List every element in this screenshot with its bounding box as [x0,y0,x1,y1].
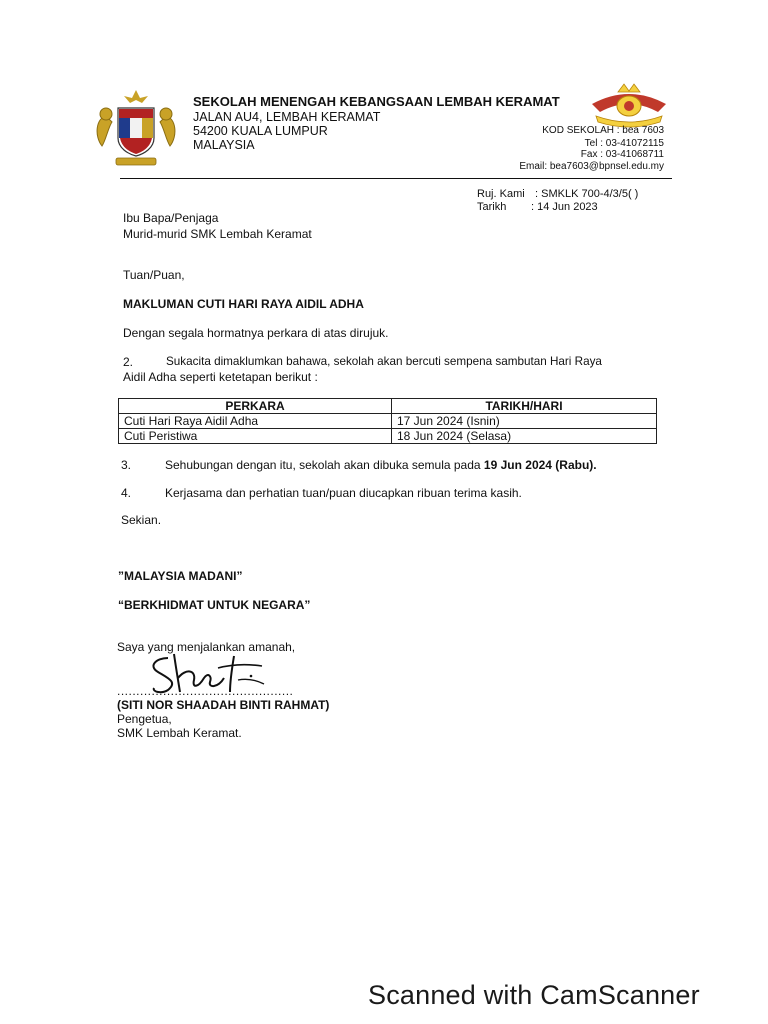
paragraph-4-number: 4. [121,486,132,500]
camscanner-watermark: Scanned with CamScanner [368,980,700,1010]
signature-intro: Saya yang menjalankan amanah, [117,640,296,654]
table-cell-tarikh: 18 Jun 2024 (Selasa) [392,429,657,444]
recipient-line-1: Ibu Bapa/Penjaga [123,211,219,225]
paragraph-1: Dengan segala hormatnya perkara di atas dirujuk. [123,326,389,340]
address-line-3: MALAYSIA [193,138,255,152]
slogan-malaysia-madani: ”MALAYSIA MADANI” [118,569,243,583]
kod-sekolah: KOD SEKOLAH : bea 7603 [542,125,664,136]
signatory-organisation: SMK Lembah Keramat. [117,726,242,740]
holiday-table [118,398,657,444]
paragraph-4: Kerjasama dan perhatian tuan/puan diucapkan ribuan terima kasih. [165,486,522,500]
salutation: Tuan/Puan, [123,268,185,282]
table-row [119,414,657,429]
tel-number: Tel : 03-41072115 [584,138,664,149]
address-line-1: JALAN AU4, LEMBAH KERAMAT [193,110,381,124]
email-address: Email: bea7603@bpnsel.edu.my [519,161,664,172]
paragraph-3-number: 3. [121,458,132,472]
school-name: SEKOLAH MENENGAH KEBANGSAAN LEMBAH KERAMAT [193,94,560,109]
letter-subject: MAKLUMAN CUTI HARI RAYA AIDIL ADHA [123,297,364,311]
paragraph-2-line-2: Aidil Adha seperti ketetapan berikut : [123,370,318,384]
tarikh-value: : 14 Jun 2023 [531,201,598,213]
tarikh-label: Tarikh [477,201,507,213]
table-cell-perkara: Cuti Peristiwa [119,429,392,444]
closing: Sekian. [121,513,162,527]
table-header-row [119,399,657,414]
signatory-name: (SITI NOR SHAADAH BINTI RAHMAT) [117,698,330,712]
paragraph-3 [165,458,597,472]
table-cell-perkara: Cuti Hari Raya Aidil Adha [119,414,392,429]
paragraph-3-reopen-date: 19 Jun 2024 (Rabu). [483,458,597,472]
table-cell-tarikh: 17 Jun 2024 (Isnin) [392,414,657,429]
table-header-tarikh-hari: TARIKH/HARI [392,399,657,414]
ruj-value: : SMKLK 700-4/3/5( ) [535,188,639,200]
table-row [119,429,657,444]
fax-number: Fax : 03-41068711 [580,149,664,160]
slogan-berkhidmat: “BERKHIDMAT UNTUK NEGARA” [118,598,311,612]
paragraph-3-text: Sehubungan dengan itu, sekolah akan dibuka semula pada [165,458,484,472]
ruj-label: Ruj. Kami [477,188,525,200]
paragraph-2-line-1: Sukacita dimaklumkan bahawa, sekolah akan bercuti sempena sambutan Hari Raya [166,355,602,368]
signatory-title: Pengetua, [117,712,172,726]
header-divider [120,178,672,179]
paragraph-2-number: 2. [123,355,134,369]
address-line-2: 54200 KUALA LUMPUR [193,124,328,138]
school-logo-icon [588,82,670,128]
table-header-perkara: PERKARA [119,399,392,414]
recipient-line-2: Murid-murid SMK Lembah Keramat [123,227,312,241]
malaysia-coat-of-arms-icon [92,88,180,168]
signature-dotted-line: .............................................. [117,684,294,698]
